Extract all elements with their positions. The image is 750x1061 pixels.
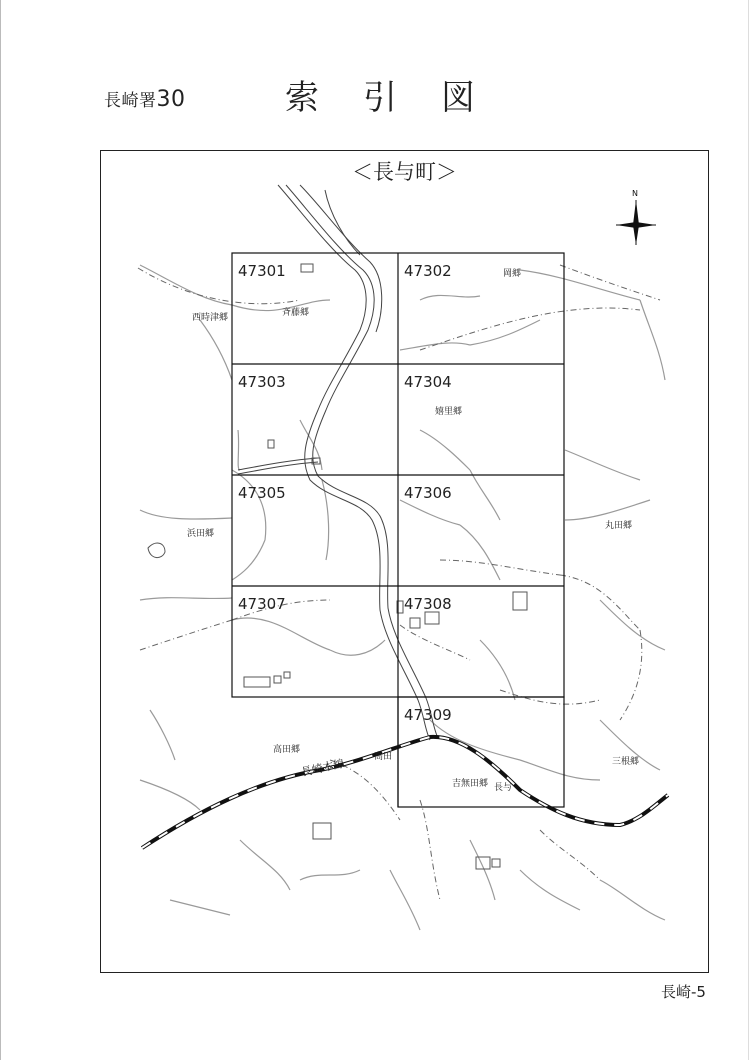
railway-line (142, 737, 668, 848)
grid-cell-47307: 47307 (238, 595, 286, 613)
place-label: 長与 (494, 783, 513, 793)
grid-cell-47306: 47306 (404, 484, 452, 502)
place-label: 吉無田郷 (452, 779, 489, 789)
place-label: 三根郷 (612, 757, 640, 767)
rail-line-label: 長崎本線 (299, 757, 346, 779)
road-network (140, 265, 665, 930)
grid-cell-47304: 47304 (404, 373, 452, 391)
map-title: ＜長与町＞ (352, 160, 457, 184)
place-label: 西時津郷 (192, 313, 229, 323)
page-title: 索引図 (285, 78, 519, 118)
office-prefix: 長崎署 (104, 91, 157, 111)
grid-cell-47305: 47305 (238, 484, 286, 502)
place-label: 岡郷 (503, 269, 522, 279)
place-label: 高田郷 (273, 745, 301, 755)
grid-cell-47309: 47309 (404, 706, 452, 724)
index-grid (232, 253, 564, 807)
place-label: 嬉里郷 (435, 407, 463, 417)
grid-cell-47301: 47301 (238, 262, 286, 280)
office-number: 30 (156, 87, 186, 112)
place-label: 丸田郷 (605, 521, 633, 531)
place-label: 斉藤郷 (282, 308, 310, 318)
place-label: 高田 (374, 752, 393, 762)
page-number: 長崎-5 (661, 983, 706, 1001)
grid-cell-47303: 47303 (238, 373, 286, 391)
grid-cell-47308: 47308 (404, 595, 452, 613)
north-label: N (632, 189, 638, 198)
grid-cell-47302: 47302 (404, 262, 452, 280)
place-label: 浜田郷 (187, 529, 215, 539)
north-arrow-icon (616, 189, 656, 245)
